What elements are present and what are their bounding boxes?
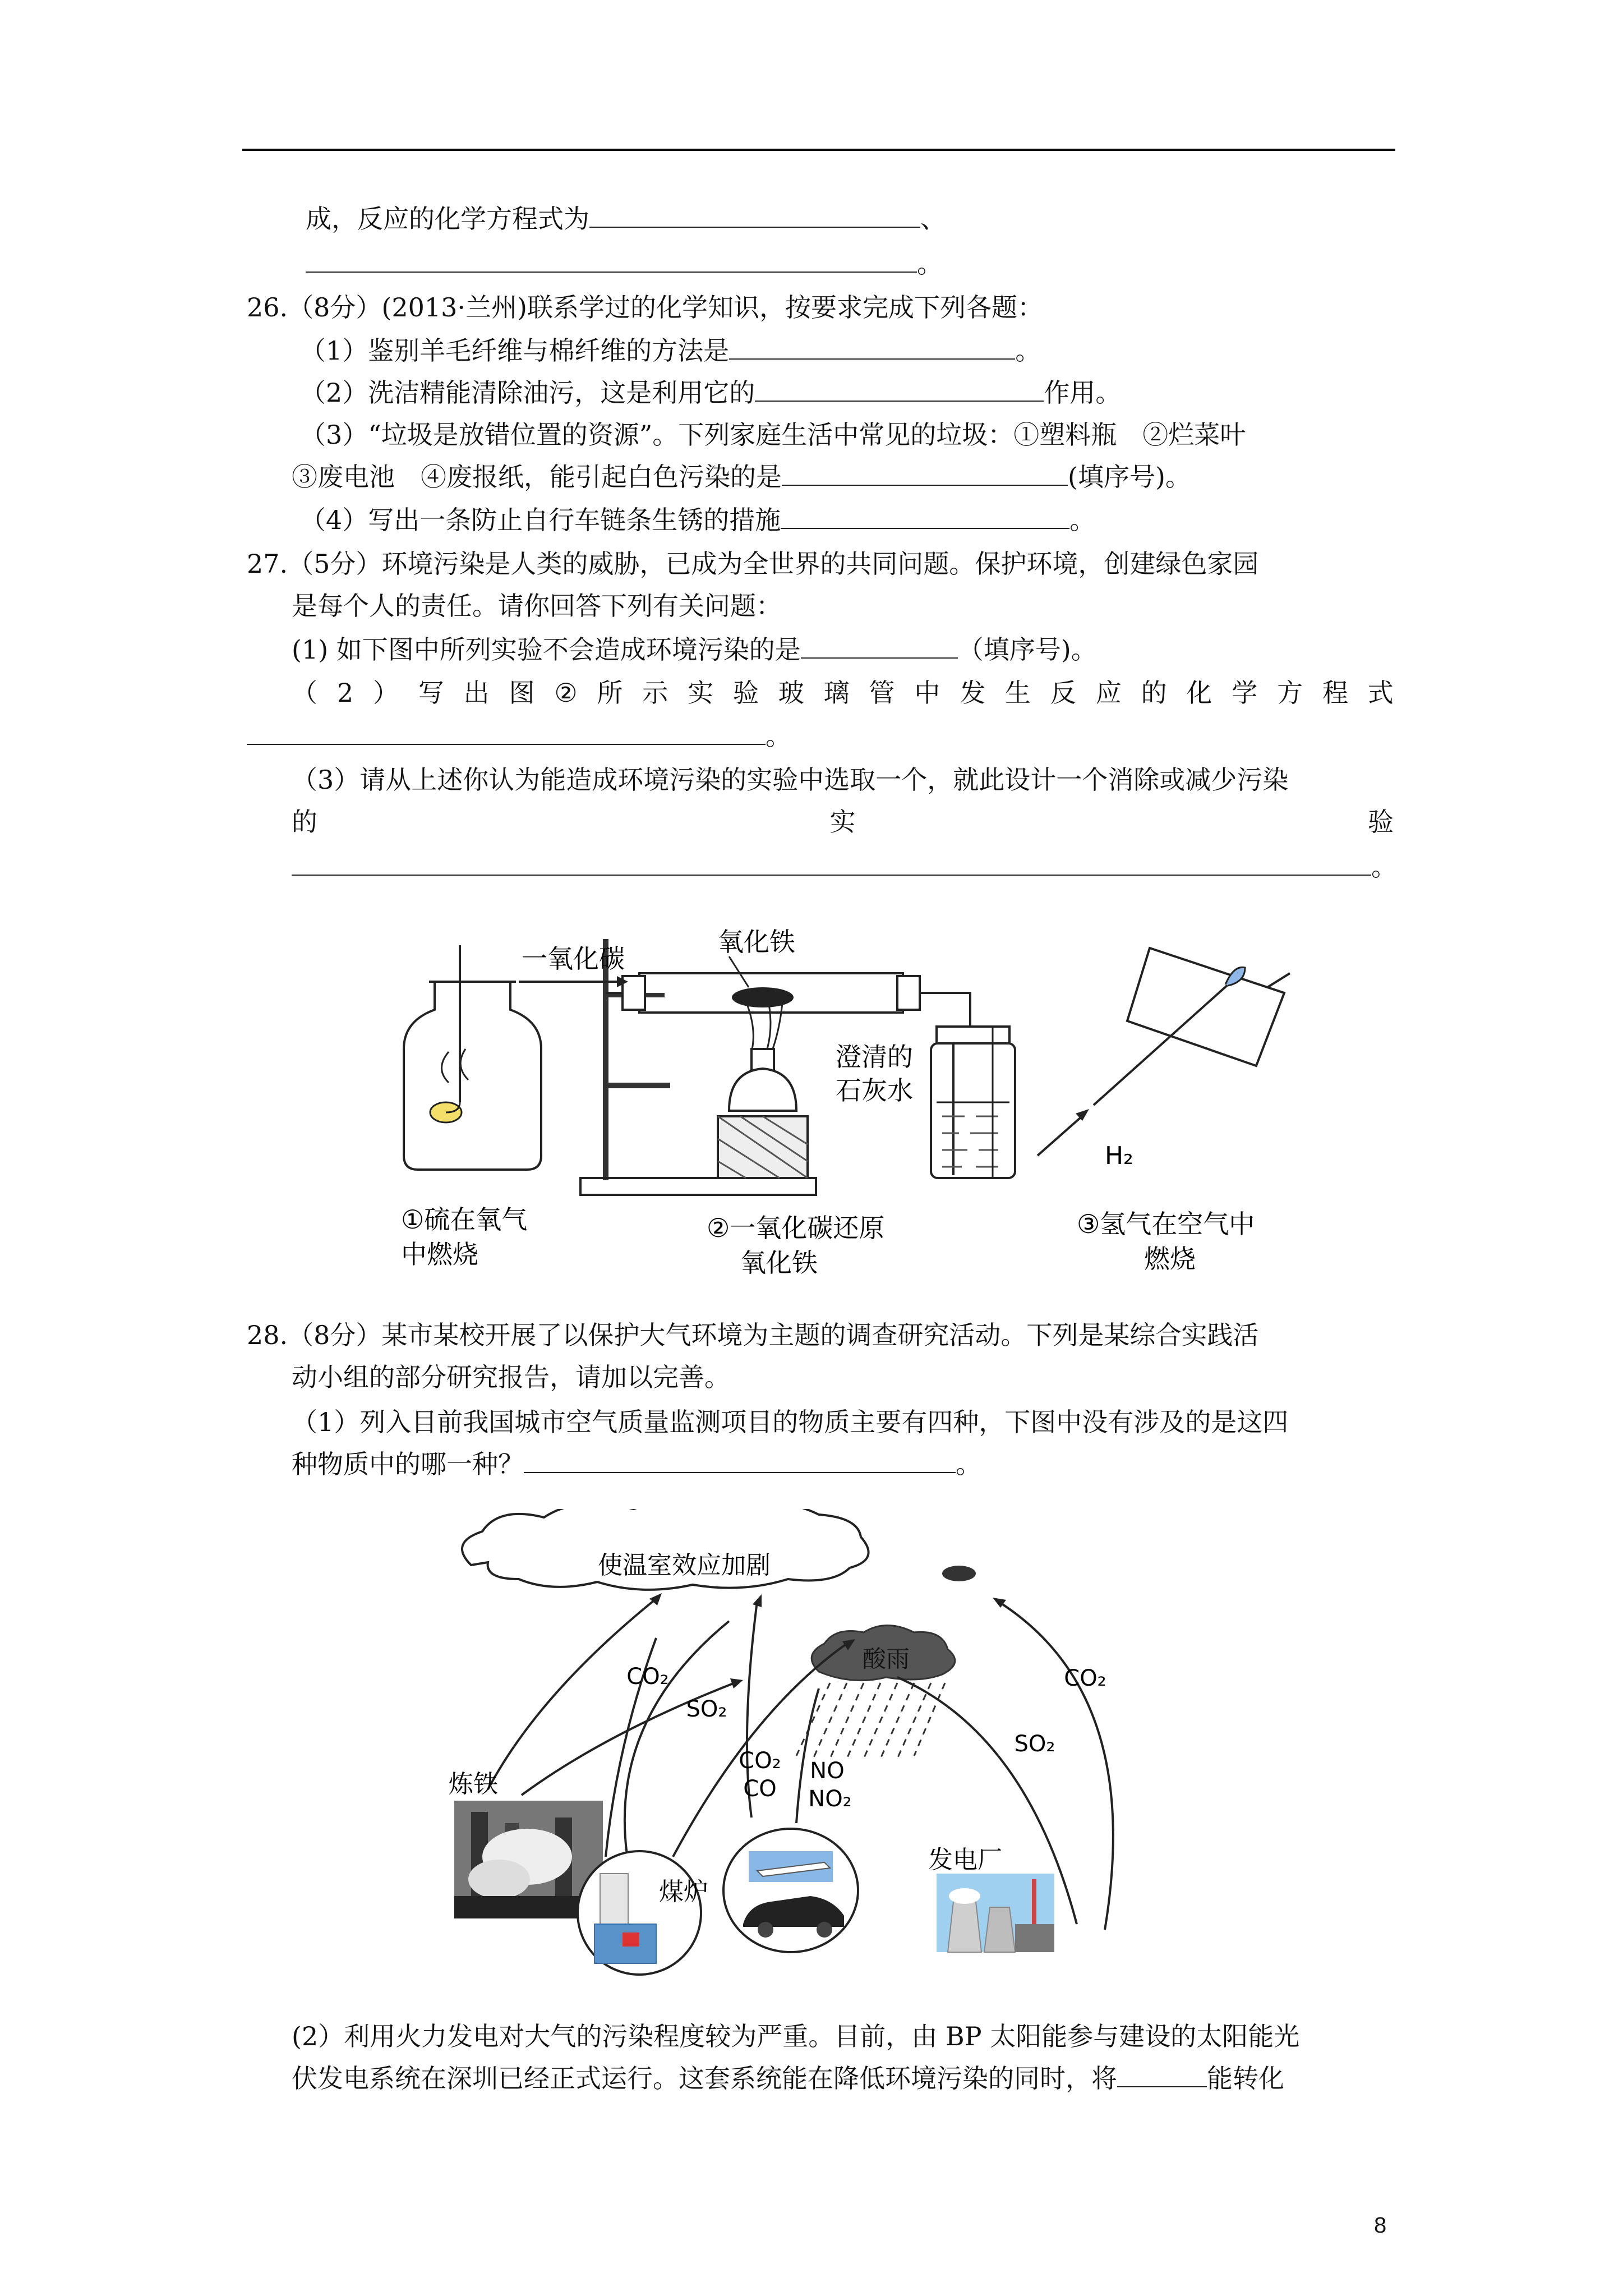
label-limewater-1: 澄清的 xyxy=(836,1042,913,1072)
label-so2-mid: SO₂ xyxy=(686,1696,727,1722)
header-rule xyxy=(242,149,1395,151)
label-ironworks: 炼铁 xyxy=(449,1770,498,1798)
period: 。 xyxy=(1371,852,1397,882)
q26-part2-suffix: 作用。 xyxy=(1044,378,1122,408)
q28-header-a: 28.（8分）某市某校开展了以保护大气环境为主题的调查研究活动。下列是某综合实践活 xyxy=(247,1320,1259,1350)
period: 。 xyxy=(956,1449,981,1479)
label-co: 一氧化碳 xyxy=(522,944,625,974)
period: 。 xyxy=(917,249,943,279)
q26-part1 xyxy=(300,334,1041,367)
co-reduction-apparatus xyxy=(519,939,1015,1195)
q28-part2-suffix: 能转化 xyxy=(1207,2063,1284,2093)
page-number: 8 xyxy=(1374,2213,1387,2238)
q28-part1b xyxy=(292,1447,981,1481)
q27-part2 xyxy=(292,676,1394,710)
q27-part2-char: 示 xyxy=(642,678,668,708)
period: 。 xyxy=(1069,505,1096,535)
q27-part2-char: 程 xyxy=(1322,678,1348,708)
answer-blank[interactable] xyxy=(729,334,1015,360)
cloud-label: 使温室效应加剧 xyxy=(598,1551,771,1580)
q27-part2-char: 反 xyxy=(1050,678,1076,708)
q28-part1b-text: 种物质中的哪一种？ xyxy=(292,1449,524,1479)
label-no-car: NO xyxy=(810,1758,845,1784)
label-powerplant: 发电厂 xyxy=(928,1846,1002,1874)
q26-part1-text: （1）鉴别羊毛纤维与棉纤维的方法是 xyxy=(300,335,730,366)
sulfur-jar xyxy=(404,945,541,1170)
answer-blank[interactable] xyxy=(589,202,920,228)
label-no2-car: NO₂ xyxy=(808,1786,852,1812)
label-limewater-2: 石灰水 xyxy=(836,1075,913,1106)
q28-part2b xyxy=(292,2062,1284,2095)
q27-part2-char: （ xyxy=(292,678,317,708)
q27-part2-char: 应 xyxy=(1095,678,1122,708)
q27-part2-char: 写 xyxy=(418,678,444,708)
q27-part2-blank-line xyxy=(247,719,791,753)
pollution-diagram xyxy=(437,1509,1166,1991)
q27-part2-char: ② xyxy=(554,678,578,708)
caption-1b: 中燃烧 xyxy=(401,1239,478,1269)
q26-part2-text: （2）洗洁精能清除油污，这是利用它的 xyxy=(300,378,755,408)
label-co-car: CO xyxy=(743,1776,777,1802)
period: 。 xyxy=(766,721,791,751)
q27-part2-char: 2 xyxy=(336,678,354,708)
q27-part1-suffix: （填序号)。 xyxy=(957,634,1097,665)
q27-part1-text: (1) 如下图中所列实验不会造成环境污染的是 xyxy=(292,634,801,665)
separator: 、 xyxy=(920,204,946,234)
q27-part2-char: 实 xyxy=(688,678,714,708)
q27-part3b-char: 实 xyxy=(829,807,856,837)
vehicles-circle xyxy=(723,1829,858,1952)
q27-part2-char: 玻 xyxy=(778,678,804,708)
q27-header-b: 是每个人的责任。请你回答下列有关问题： xyxy=(292,591,782,621)
caption-3a: ③氢气在空气中 xyxy=(1077,1209,1255,1239)
answer-blank[interactable] xyxy=(524,1447,956,1473)
caption-3b: 燃烧 xyxy=(1144,1244,1196,1274)
q27-part2-char: 中 xyxy=(914,678,940,708)
label-co2-left: CO₂ xyxy=(626,1664,669,1690)
answer-blank[interactable] xyxy=(801,633,958,659)
q26-part3-suffix: (填序号)。 xyxy=(1068,462,1191,492)
answer-blank[interactable] xyxy=(781,503,1069,529)
q28-part2a: (2）利用火力发电对大气的污染程度较为严重。目前，由 BP 太阳能参与建设的太阳能光 xyxy=(292,2021,1300,2051)
label-co2-car: CO₂ xyxy=(739,1748,781,1774)
label-so2-right: SO₂ xyxy=(1014,1731,1055,1757)
q27-part1 xyxy=(292,633,1097,666)
label-iron-oxide: 氧化铁 xyxy=(718,927,795,957)
experiment-figure xyxy=(381,920,1312,1285)
q27-part2-char: 生 xyxy=(1005,678,1031,708)
answer-blank[interactable] xyxy=(755,376,1044,402)
q27-part2-char: 方 xyxy=(1277,678,1303,708)
caption-1a: ①硫在氧气 xyxy=(401,1204,528,1235)
q27-part2-char: 学 xyxy=(1232,678,1258,708)
label-co2-right: CO₂ xyxy=(1064,1665,1106,1691)
q27-part3a: （3）请从上述你认为能造成环境污染的实验中选取一个，就此设计一个消除或减少污染 xyxy=(292,765,1289,795)
powerplant-photo xyxy=(937,1874,1054,1952)
q26-part3a: （3）“垃圾是放错位置的资源”。下列家庭生活中常见的垃圾：①塑料瓶 ②烂菜叶 xyxy=(300,420,1246,450)
answer-blank[interactable] xyxy=(782,460,1068,486)
q27-part2-char: 璃 xyxy=(823,678,850,708)
caption-2a: ②一氧化碳还原 xyxy=(707,1213,885,1243)
period: 。 xyxy=(1015,335,1041,366)
q27-part2-char: 所 xyxy=(597,678,623,708)
continuation-text: 成，反应的化学方程式为 xyxy=(306,204,589,234)
acid-rain-label: 酸雨 xyxy=(862,1645,910,1673)
q27-part2-char: 管 xyxy=(869,678,895,708)
continuation-line xyxy=(306,202,946,236)
answer-blank[interactable] xyxy=(292,850,1371,876)
q27-part2-char: 图 xyxy=(509,678,535,708)
q28-part2b-text: 伏发电系统在深圳已经正式运行。这套系统能在降低环境污染的同时，将 xyxy=(292,2063,1117,2093)
stove-circle xyxy=(578,1851,701,1975)
q27-part3b-char: 验 xyxy=(1368,807,1394,837)
q26-part2 xyxy=(300,376,1121,409)
q27-part2-char: ） xyxy=(372,678,399,708)
q27-part2-char: 化 xyxy=(1186,678,1212,708)
q27-part2-char: 出 xyxy=(463,678,490,708)
q27-part2-char: 的 xyxy=(1141,678,1167,708)
q27-header-a: 27.（5分）环境污染是人类的威胁，已成为全世界的共同问题。保护环境，创建绿色家园 xyxy=(247,549,1259,579)
q26-header: 26.（8分）(2013·兰州)联系学过的化学知识，按要求完成下列各题： xyxy=(247,292,1044,323)
caption-2b: 氧化铁 xyxy=(740,1248,818,1278)
q27-part2-char: 验 xyxy=(732,678,759,708)
q26-part4-text: （4）写出一条防止自行车链条生锈的措施 xyxy=(300,505,781,535)
q27-part3b-char: 的 xyxy=(292,807,317,837)
q28-part1a: （1）列入目前我国城市空气质量监测项目的物质主要有四种，下图中没有涉及的是这四 xyxy=(292,1407,1289,1437)
answer-blank[interactable] xyxy=(247,719,766,745)
answer-blank[interactable] xyxy=(1117,2062,1207,2087)
q26-part3b xyxy=(292,460,1191,494)
q27-part2-char: 发 xyxy=(960,678,986,708)
q28-header-b: 动小组的部分研究报告，请加以完善。 xyxy=(292,1362,730,1392)
answer-blank[interactable] xyxy=(306,247,917,273)
continuation-line-2 xyxy=(306,247,943,280)
q26-part4 xyxy=(300,503,1095,537)
q27-part3-blank-line xyxy=(292,850,1397,884)
label-stove: 煤炉 xyxy=(659,1878,708,1906)
hydrogen-burning xyxy=(1038,948,1290,1156)
label-h2: H₂ xyxy=(1105,1142,1133,1170)
q27-part3b xyxy=(292,805,1394,839)
q26-part3b-text: ③废电池 ④废报纸，能引起白色污染的是 xyxy=(292,462,782,492)
q27-part2-char: 式 xyxy=(1367,678,1394,708)
